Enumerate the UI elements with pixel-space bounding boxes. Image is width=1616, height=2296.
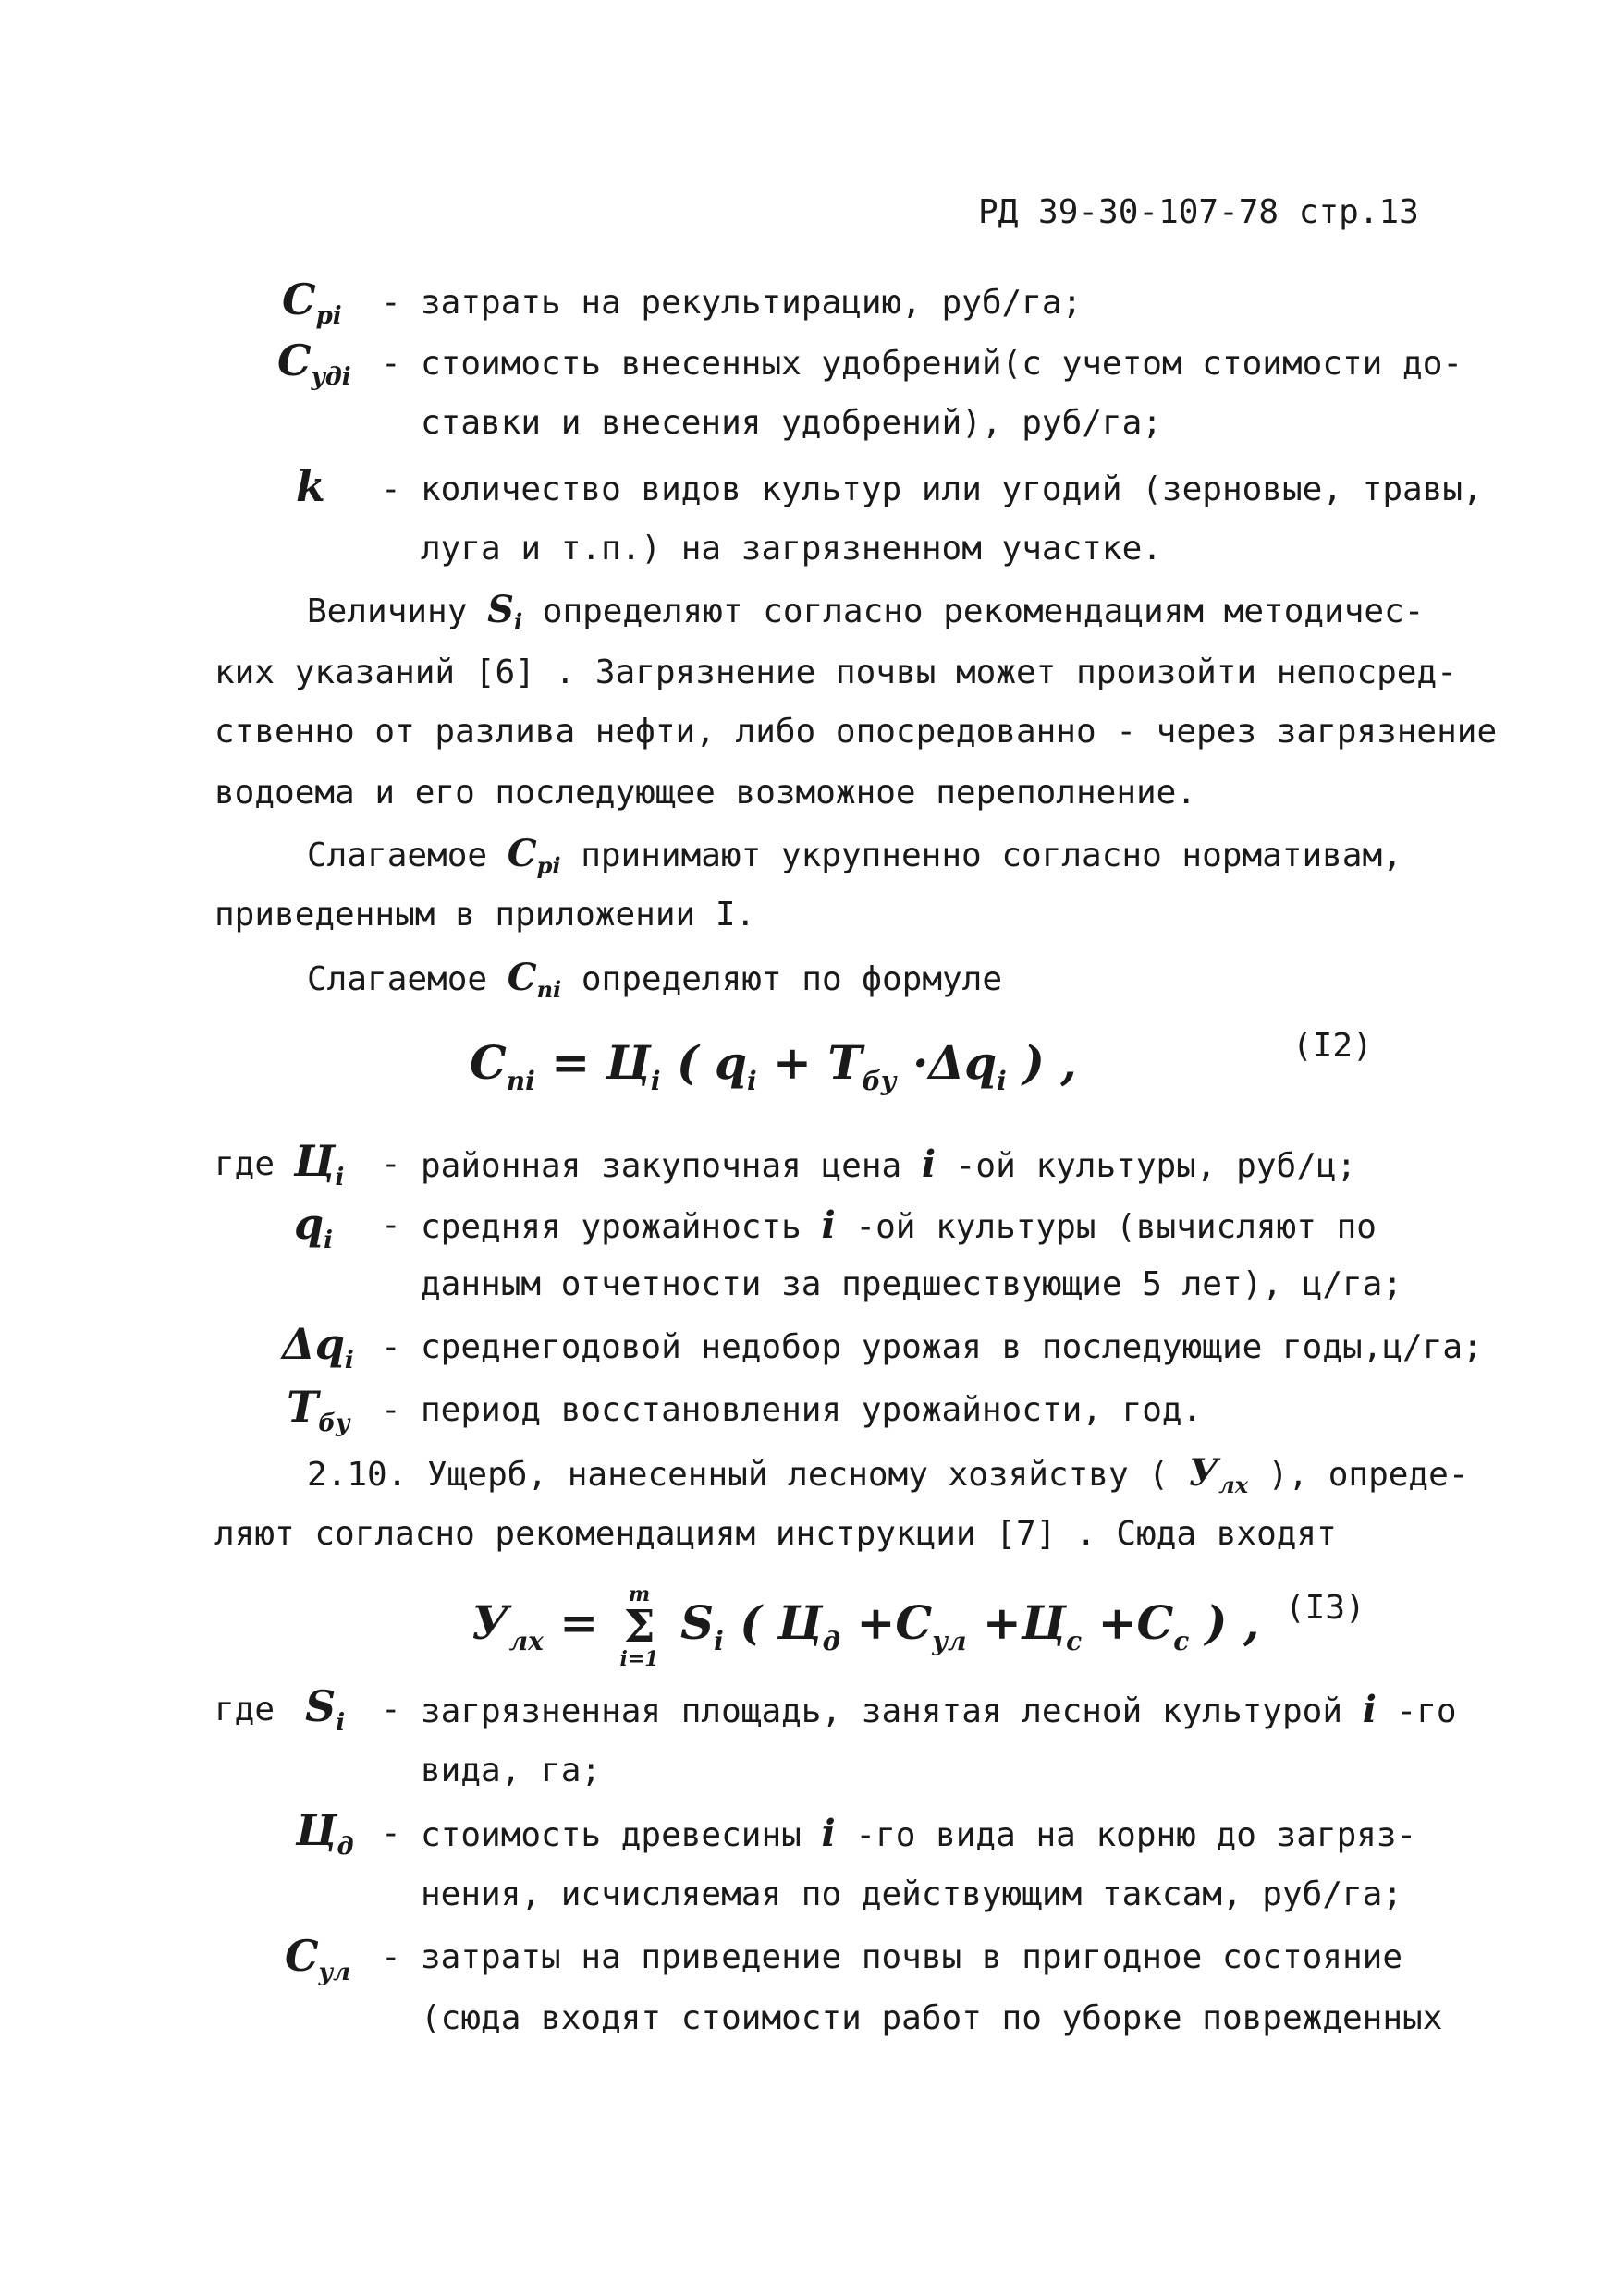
- def-text: затрать на рекультирацию, руб/га;: [421, 284, 1083, 322]
- symbol-q-i: $q_i$: [294, 1199, 334, 1254]
- reference: [7]: [996, 1515, 1057, 1553]
- dash: -: [381, 1938, 401, 1976]
- dash: -: [381, 1691, 401, 1728]
- symbol-c-pi: $C_{pi}$: [507, 832, 561, 879]
- paragraph-line: ких указаний [6] . Загрязнение почвы может произойти непосред-: [214, 653, 1457, 691]
- def-text: загрязненная площадь, занятая лесной культурой i -го: [421, 1688, 1457, 1731]
- dash: -: [381, 1814, 401, 1852]
- reference: [6]: [474, 653, 535, 691]
- paragraph-line: Слагаемое $C_{ni}$ определяют по формуле: [307, 956, 1003, 1003]
- def-text: стоимость внесенных удобрений(с учетом стоимости до-: [421, 345, 1463, 383]
- dash: -: [381, 345, 401, 383]
- def-text-cont: нения, исчисляемая по действующим таксам, руб/га;: [421, 1875, 1403, 1913]
- def-text: затраты на приведение почвы в пригодное состояние: [421, 1938, 1403, 1976]
- symbol-ts-i: $Ц_i$: [294, 1136, 345, 1191]
- equation-number: (I3): [1285, 1589, 1365, 1627]
- def-text: количество видов культур или угодий (зерновые, травы,: [421, 470, 1483, 508]
- symbol-t-by: $T_{бу}$: [287, 1382, 350, 1437]
- def-text: районная закупочная цена i -ой культуры, руб/ц;: [421, 1142, 1357, 1186]
- def-text: среднегодовой недобор урожая в последующие годы,ц/га;: [421, 1328, 1483, 1366]
- def-text: период восстановления урожайности, год.: [421, 1391, 1203, 1429]
- symbol-c-ydi: $C_{yдi}$: [277, 336, 351, 391]
- formula-12: $C_{ni} = Ц_i$ ( $q_i + T_{бу} \cdot\Delta q_i$ ) ,: [470, 1035, 1077, 1096]
- symbol-s-i: $S_i$: [305, 1681, 346, 1737]
- symbol-ts-d: $Ц_д$: [296, 1805, 354, 1861]
- equation-number: (I2): [1292, 1027, 1373, 1065]
- dash: -: [381, 1391, 401, 1429]
- def-text-cont: (сюда входят стоимости работ по уборке поврежденных: [421, 1999, 1443, 2037]
- def-text-cont: луга и т.п.) на загрязненном участке.: [421, 530, 1162, 568]
- paragraph-line: приведенным в приложении I.: [214, 896, 756, 934]
- paragraph-line: ственно от разлива нефти, либо опосредованно - через загрязнение: [214, 713, 1498, 751]
- def-text: стоимость древесины i -го вида на корню до загряз-: [421, 1812, 1417, 1855]
- dash: -: [381, 1145, 401, 1183]
- symbol-k: k: [296, 461, 325, 511]
- paragraph-line: Величину $S_i$ определяют согласно рекомендациям методичес-: [307, 588, 1425, 635]
- paragraph-line: ляют согласно рекомендациям инструкции [7] . Сюда входят: [214, 1515, 1337, 1553]
- paragraph-line: 2.10. Ущерб, нанесенный лесному хозяйству ( $У_{лх}$ ), опреде-: [307, 1451, 1469, 1498]
- where-label: где: [214, 1145, 275, 1183]
- symbol-c-ni: $C_{ni}$: [507, 956, 562, 1003]
- symbol-delta-q-i: $\Delta q_i$: [282, 1319, 354, 1374]
- def-text-cont: ставки и внесения удобрений), руб/га;: [421, 404, 1162, 442]
- symbol-u-lh: $У_{лх}$: [1188, 1451, 1249, 1498]
- dash: -: [381, 1206, 401, 1244]
- summation-sign: m Σ i=1: [619, 1582, 659, 1671]
- def-text-cont: вида, га;: [421, 1752, 602, 1789]
- dash: -: [381, 1328, 401, 1366]
- def-text-cont: данным отчетности за предшествующие 5 лет), ц/га;: [421, 1265, 1403, 1303]
- dash: -: [381, 284, 401, 322]
- page-header: РД 39-30-107-78 стр.13: [978, 193, 1419, 231]
- dash: -: [381, 470, 401, 508]
- where-label: где: [214, 1691, 275, 1728]
- symbol-s-i: $S_i$: [487, 588, 523, 635]
- paragraph-line: Слагаемое $C_{pi}$ принимают укрупненно согласно нормативам,: [307, 832, 1402, 879]
- formula-13: $У_{лх}$ = m Σ i=1 $S_i$ ( $Ц_д +C_{ул} +Ц_с +C_с$ ) ,: [471, 1582, 1260, 1671]
- paragraph-line: водоема и его последующее возможное переполнение.: [214, 774, 1197, 812]
- def-text: средняя урожайность i -ой культуры (вычисляют по: [421, 1203, 1377, 1247]
- symbol-c-pi: $C_{pi}$: [282, 275, 342, 330]
- symbol-c-yl: $C_{ул}$: [285, 1931, 351, 1986]
